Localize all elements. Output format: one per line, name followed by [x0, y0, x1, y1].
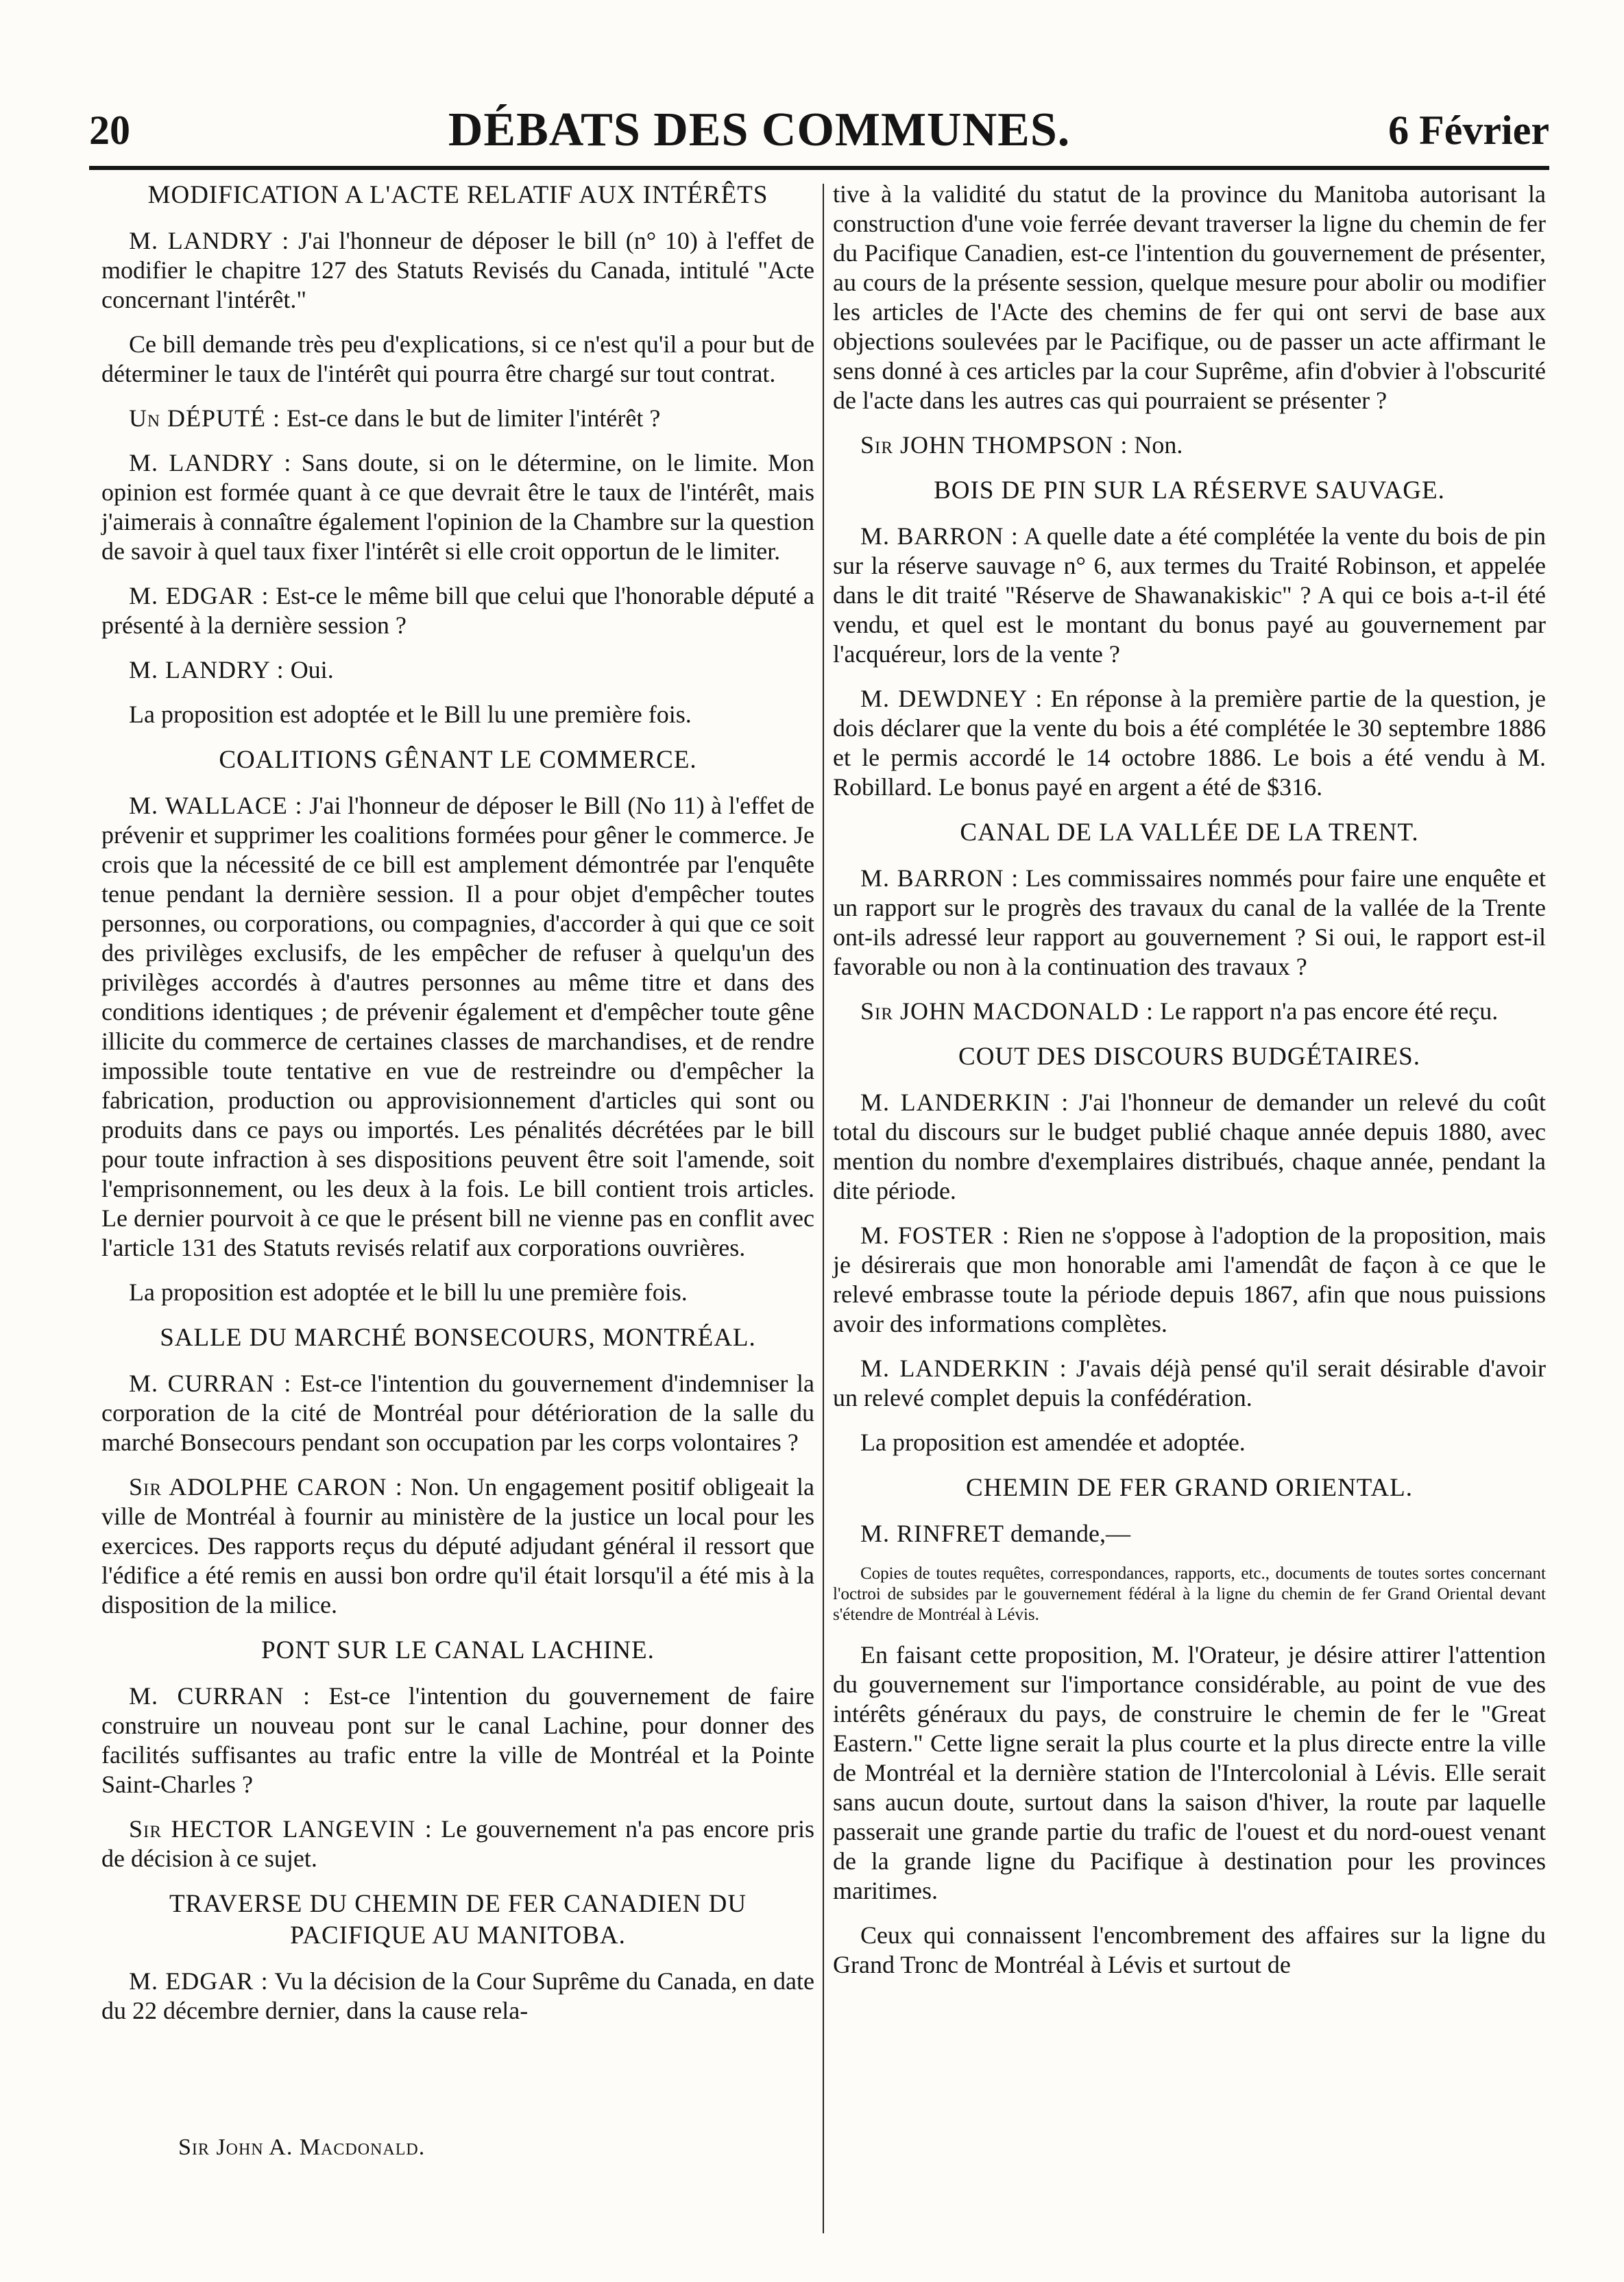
paragraph: tive à la validité du statut de la province du Manitoba autorisant la construction d'une voie ferrée devant traverser la ligne du chemin de fer du Pacifique Canadien, est-ce l'intention du gouvernement de présenter, au cours de la présente session, quelque mesure pour abolir ou modifier les articles de l'Acte des chemins de fer qui ont servi de base aux objections soulevées par le Pacifique, ou de passer un acte affirmant le sens donné à ces articles par la cour Suprême, afin d'obvier à l'obscurité de l'acte dans les autres cas qui pourraient se présenter ? — [833, 180, 1546, 414]
paragraph: M. FOSTER : Rien ne s'oppose à l'adoption de la proposition, mais je désirerais que mon honorable ami l'amendât de façon à ce que le relevé embrasse toute la période depuis 1867, afin que nous puissions avoir des informations complètes. — [833, 1222, 1547, 1337]
speaker: Un DÉPUTÉ : — [129, 404, 281, 432]
speaker: M. LANDRY : — [129, 656, 284, 683]
paragraph: M. BARRON : A quelle date a été complétée la vente du bois de pin sur la réserve sauvage n° 6, aux termes du Traité Robinson, et appelée dans le dit traité "Réserve de Shawanakiskic" ? A qui ce bois a-t-il été vendu, et quel est le montant du bonus payé au gouvernement par l'acquéreur, lors de la vente ? — [833, 522, 1547, 668]
page-header — [89, 96, 1549, 165]
section-heading: CHEMIN DE FER GRAND ORIENTAL. — [966, 1474, 1413, 1502]
page-number: 20 — [89, 107, 130, 153]
speaker: Sir HECTOR LANGEVIN : — [129, 1815, 433, 1843]
paragraph: Un DÉPUTÉ : Est-ce dans le but de limiter l'intérêt ? — [129, 404, 661, 432]
paragraph: En faisant cette proposition, M. l'Orateur, je désire attirer l'attention du gouvernement sur l'importance considérable, au point de vue des intérêts généraux du pays, de construire le chemin de fer le "Great Eastern." Cette ligne serait la plus courte et la plus directe entre la ville de Montréal et la dernière station de l'Intercolonial à Lévis. Elle serait sans aucun doute, surtout dans la saison d'hiver, la route par laquelle passerait une grande partie du trafic de l'ouest et du nord-ouest venant de la grande ligne du Pacifique à destination pour les provinces maritimes. — [833, 1641, 1546, 1904]
speaker: M. RINFRET — [860, 1520, 1005, 1547]
section-heading: SALLE DU MARCHÉ BONSECOURS, MONTRÉAL. — [160, 1324, 756, 1352]
paragraph: La proposition est amendée et adoptée. — [860, 1429, 1246, 1456]
motion-text: Copies de toutes requêtes, correspondances, rapports, etc., documents de toutes sortes concernant l'octroi de subsides par le gouvernement fédéral à la ligne du chemin de fer Grand Oriental devant s'étendre de Montréal à Lévis. — [833, 1564, 1546, 1624]
speaker: M. BARRON : — [860, 864, 1019, 892]
speaker: Sir JOHN THOMPSON : — [860, 431, 1128, 459]
speaker: Sir ADOLPHE CARON : — [129, 1473, 403, 1501]
paragraph: M. LANDRY : J'ai l'honneur de déposer le bill (n° 10) à l'effet de modifier le chapitre 127 des Statuts Revisés du Canada, intitulé "Acte concernant l'intérêt." — [101, 227, 814, 313]
paragraph: Sir HECTOR LANGEVIN : Le gouvernement n'a pas encore pris de décision à ce sujet. — [101, 1815, 815, 1872]
paragraph: M. CURRAN : Est-ce l'intention du gouvernement de faire construire un nouveau pont sur le canal Lachine, pour donner des facilités suffisantes au trafic entre la ville de Montréal et la Pointe Saint-Charles ? — [101, 1682, 815, 1798]
column-divider — [823, 184, 824, 2233]
paragraph: M. EDGAR : Vu la décision de la Cour Suprême du Canada, en date du 22 décembre dernier, dans la cause rela- — [101, 1967, 815, 2024]
paragraph: La proposition est adoptée et le bill lu une première fois. — [129, 1278, 688, 1306]
speaker: M. EDGAR : — [129, 1967, 269, 1995]
speaker: Sir JOHN MACDONALD : — [860, 997, 1154, 1025]
paragraph: M. LANDRY : Oui. — [129, 656, 334, 683]
paragraph: M. LANDERKIN : J'avais déjà pensé qu'il serait désirable d'avoir un relevé complet depuis la confédération. — [833, 1355, 1547, 1411]
page-date: 6 Février — [1388, 107, 1549, 153]
speaker: M. LANDRY : — [129, 449, 292, 476]
section-heading: BOIS DE PIN SUR LA RÉSERVE SAUVAGE. — [934, 476, 1445, 505]
header-rule — [89, 166, 1549, 170]
paragraph: Sir JOHN THOMPSON : Non. — [860, 431, 1183, 459]
speaker: M. CURRAN : — [129, 1682, 311, 1710]
left-column — [101, 180, 814, 2041]
speaker: M. LANDERKIN : — [860, 1355, 1067, 1382]
speaker: M. CURRAN : — [129, 1370, 292, 1397]
publication-title: DÉBATS DES COMMUNES. — [448, 104, 1071, 156]
speaker: M. LANDRY : — [129, 227, 290, 254]
section-heading: TRAVERSE DU CHEMIN DE FER CANADIEN DU PACIFIQUE AU MANITOBA. — [169, 1890, 747, 1950]
section-heading: CANAL DE LA VALLÉE DE LA TRENT. — [960, 818, 1419, 847]
paragraph: M. BARRON : Les commissaires nommés pour faire une enquête et un rapport sur le progrès des travaux du canal de la vallée de la Trente ont-ils adressé leur rapport au gouvernement ? Si oui, le rapport est-il favorable ou non à la continuation des travaux ? — [833, 864, 1546, 980]
section-heading: MODIFICATION A L'ACTE RELATIF AUX INTÉRÊTS — [147, 181, 768, 209]
speaker: M. DEWDNEY : — [860, 685, 1043, 712]
speaker: M. LANDERKIN : — [860, 1089, 1069, 1116]
section-heading: COUT DES DISCOURS BUDGÉTAIRES. — [958, 1043, 1420, 1071]
paragraph: M. WALLACE : J'ai l'honneur de déposer le Bill (No 11) à l'effet de prévenir et supprimer les coalitions formées pour gêner le commerce. Je crois que la nécessité de ce bill est amplement démontrée par l'enquête tenue pendant la dernière session. Il a pour objet d'empêcher toutes personnes, ou corporations, ou compagnies, d'accorder à qui que ce soit des privilèges exclusifs, de les empêcher de refuser à quelqu'un des privilèges accordés à d'autres personnes au même titre et dans des conditions identiques ; de prévenir également et d'empêcher toute gêne illicite du commerce de certaines classes de marchandises, et de rendre impossible toute tentative en vue de restreindre ou d'empêcher la fabrication, production ou approvisionnement d'articles qui sont ou produits dans ce pays ou importés. Les pénalités décrétées par le bill pour toute infraction à ses dispositions peuvent être soit l'amende, soit l'emprisonnement, ou les deux à la fois. Le bill contient trois articles. Le dernier pourvoit à ce que le présent bill ne vienne pas en conflit avec l'article 131 des Statuts revisés relatif aux corporations ouvrières. — [101, 792, 815, 1261]
paragraph: Ce bill demande très peu d'explications, si ce n'est qu'il a pour but de déterminer le taux de l'intérêt qui pourra être chargé sur tout contrat. — [101, 330, 814, 387]
paragraph: M. LANDERKIN : J'ai l'honneur de demander un relevé du coût total du discours sur le budget publié chaque année depuis 1880, avec mention du nombre d'exemplaires distribués, chaque année, pendant la dite période. — [833, 1089, 1547, 1204]
paragraph: Sir ADOLPHE CARON : Non. Un engagement positif obligeait la ville de Montréal à fournir au ministère de la justice un local pour les exercices. Des rapports reçus du député adjudant général il ressort que l'édifice a été remis en aussi bon ordre qu'il était lorsqu'il a été mis à la disposition de la milice. — [101, 1473, 814, 1618]
paragraph: M. CURRAN : Est-ce l'intention du gouvernement d'indemniser la corporation de la cité de Montréal pour détérioration de la salle du marché Bonsecours pendant son occupation par les corps volontaires ? — [101, 1370, 815, 1456]
paragraph: M. LANDRY : Sans doute, si on le détermine, on le limite. Mon opinion est formée quant à ce que devrait être le taux de l'intérêt, mais j'aimerais à connaître également l'opinion de la Chambre sur la question de savoir à quel taux fixer l'intérêt si elle croit opportun de le limiter. — [101, 449, 815, 565]
right-column — [833, 180, 1546, 1995]
speaker: M. EDGAR : — [129, 582, 269, 609]
footer-running-name: Sir John A. Macdonald. — [178, 2135, 426, 2160]
paragraph: Ceux qui connaissent l'encombrement des affaires sur la ligne du Grand Tronc de Montréal à Lévis et surtout de — [833, 1921, 1546, 1978]
speaker: M. WALLACE : — [129, 792, 303, 819]
paragraph: M. RINFRET demande,— — [860, 1520, 1130, 1547]
paragraph: M. DEWDNEY : En réponse à la première partie de la question, je dois déclarer que la vente du bois a été complétée le 30 septembre 1886 et le permis accordé le 14 octobre 1886. Le bois a été vendu à M. Robillard. Le bonus payé en argent a été de $316. — [833, 685, 1547, 801]
paragraph: M. EDGAR : Est-ce le même bill que celui que l'honorable député a présenté à la dernière session ? — [101, 582, 815, 639]
paragraph: La proposition est adoptée et le Bill lu une première fois. — [129, 701, 692, 728]
speaker: M. FOSTER : — [860, 1222, 1010, 1249]
speaker: M. BARRON : — [860, 522, 1019, 550]
section-heading: COALITIONS GÊNANT LE COMMERCE. — [219, 746, 697, 774]
section-heading: PONT SUR LE CANAL LACHINE. — [261, 1636, 655, 1664]
paragraph: Sir JOHN MACDONALD : Le rapport n'a pas encore été reçu. — [860, 997, 1499, 1025]
